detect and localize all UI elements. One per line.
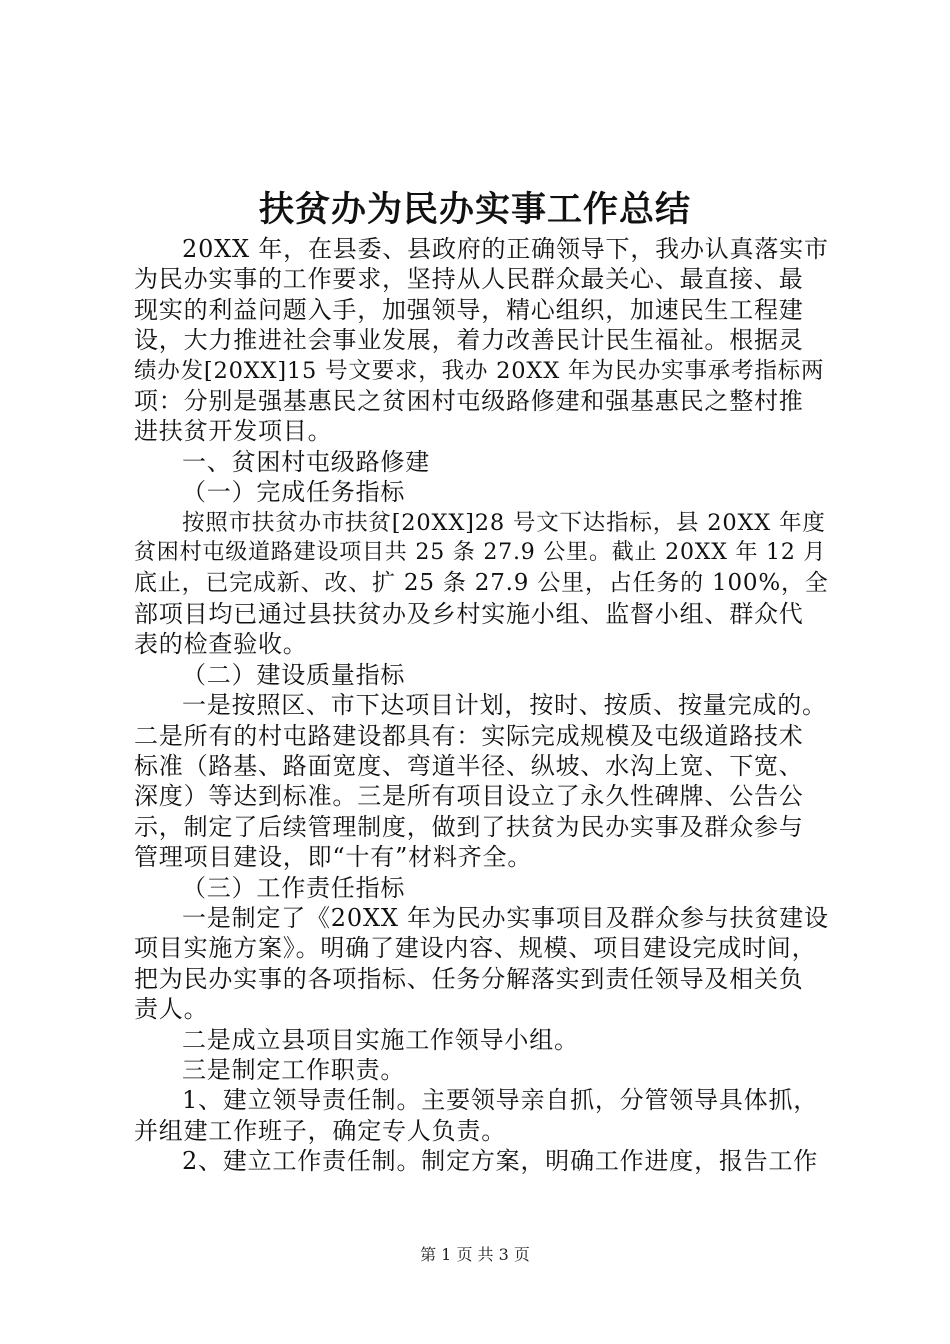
body-line: 20XX 年，在县委、县政府的正确领导下，我办认真落实市 — [182, 235, 829, 263]
body-line: 二是所有的村屯路建设都具有：实际完成规模及屯级道路技术 — [134, 721, 804, 750]
document-body — [134, 234, 834, 1177]
body-line: 项：分别是强基惠民之贫困村屯级路修建和强基惠民之整村推 — [134, 387, 804, 416]
body-line: 部项目均已通过县扶贫办及乡村实施小组、监督小组、群众代 — [134, 599, 804, 628]
body-line: 一、贫困村屯级路修建 — [182, 447, 430, 476]
body-line: 并组建工作班子，确定专人负责。 — [134, 1116, 506, 1145]
body-line: 项目实施方案》。明确了建设内容、规模、项目建设完成时间， — [134, 934, 817, 963]
body-line: 1、建立领导责任制。主要领导亲自抓，分管领导具体抓， — [182, 1086, 819, 1115]
body-line: 把为民办实事的各项指标、任务分解落实到责任领导及相关负 — [134, 964, 804, 993]
body-line: （三）工作责任指标 — [182, 873, 406, 902]
body-line: 为民办实事的工作要求，坚持从人民群众最关心、最直接、最 — [134, 265, 804, 294]
body-line: 现实的利益问题入手，加强领导，精心组织，加速民生工程建 — [134, 295, 804, 324]
document-title: 扶贫办为民办实事工作总结 — [258, 189, 691, 230]
body-line: 进扶贫开发项目。 — [134, 417, 333, 446]
body-line: 2、建立工作责任制。制定方案，明确工作进度，报告工作 — [182, 1147, 819, 1176]
body-line: 贫困村屯级道路建设项目共 25 条 27.9 公里。截止 20XX 年 12 月 — [134, 540, 827, 566]
body-line: 示，制定了后续管理制度，做到了扶贫为民办实事及群众参与 — [134, 812, 804, 841]
body-line: 三是制定工作职责。 — [182, 1055, 406, 1084]
body-line: 按照市扶贫办市扶贫[20XX]28 号文下达指标，县 20XX 年度 — [182, 509, 826, 536]
body-line: 一是制定了《20XX 年为民办实事项目及群众参与扶贫建设 — [182, 903, 829, 932]
body-line: 标准（路基、路面宽度、弯道半径、纵坡、水沟上宽、下宽、 — [134, 751, 804, 780]
body-line: 底止，已完成新、改、扩 25 条 27.9 公里，占任务的 100%，全 — [134, 570, 829, 597]
body-line: （一）完成任务指标 — [182, 478, 406, 507]
body-line: 责人。 — [134, 995, 209, 1024]
body-line: 一是按照区、市下达项目计划，按时、按质、按量完成的。 — [182, 691, 827, 720]
page-footer: 第 1 页 共 3 页 — [420, 1245, 530, 1264]
body-line: 绩办发[20XX]15 号文要求，我办 20XX 年为民办实事承考指标两 — [134, 357, 825, 384]
body-line: 管理项目建设，即“十有”材料齐全。 — [134, 843, 533, 872]
body-line: 深度）等达到标准。三是所有项目设立了永久性碑牌、公告公 — [134, 782, 804, 811]
body-line: 二是成立县项目实施工作领导小组。 — [182, 1025, 579, 1054]
body-line: 设，大力推进社会事业发展，着力改善民计民生福祉。根据灵 — [134, 326, 804, 355]
body-line: （二）建设质量指标 — [182, 660, 406, 689]
body-line: 表的检查验收。 — [134, 630, 308, 659]
